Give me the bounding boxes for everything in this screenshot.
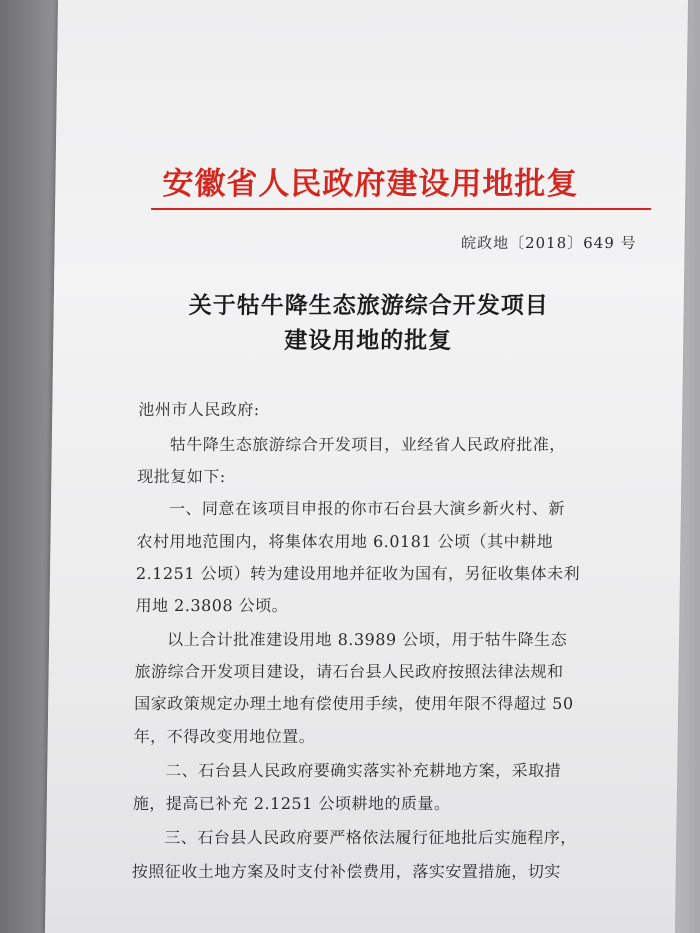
document-header: 安徽省人民政府建设用地批复 — [162, 166, 579, 202]
body-line: 按照征收土地方案及时支付补偿费用，落实安置措施，切实 — [131, 862, 561, 881]
body-line: 2.1251 公顷）转为建设用地并征收为国有，另征收集体未利 — [135, 564, 581, 583]
body-line: 旅游综合开发项目建设，请石台县人民政府按照法律法规和 — [134, 662, 564, 681]
body-line: 二、石台县人民政府要确实落实补充耕地方案，采取措 — [165, 761, 562, 780]
addressee: 池州市人民政府: — [138, 400, 260, 419]
body-line: 农村用地范围内，将集体农用地 6.0181 公顷（其中耕地 — [136, 532, 554, 551]
document-number: 皖政地〔2018〕649 号 — [460, 234, 637, 252]
body-line: 以上合计批准建设用地 8.3989 公顷，用于牯牛降生态 — [166, 630, 568, 649]
header-red-rule — [151, 208, 651, 210]
document-title-line-2: 建设用地的批复 — [284, 327, 453, 354]
document-title-line-1: 关于牯牛降生态旅游综合开发项目 — [188, 292, 549, 319]
body-line: 施，提高已补充 2.1251 公顷耕地的质量。 — [132, 794, 451, 813]
document-page — [45, 0, 688, 933]
body-line: 现批复如下: — [137, 467, 226, 486]
body-line: 三、石台县人民政府要严格依法履行征地批后实施程序， — [164, 828, 577, 847]
body-line: 一、同意在该项目申报的你市石台县大演乡新火村、新 — [168, 499, 566, 518]
body-line: 年，不得改变用地位置。 — [133, 727, 316, 746]
body-line: 国家政策规定办理土地有偿使用手续，使用年限不得超过 50 — [134, 694, 574, 713]
body-line: 用地 2.3808 公顷。 — [135, 596, 289, 615]
body-line: 牯牛降生态旅游综合开发项目，业经省人民政府批准， — [169, 435, 566, 454]
